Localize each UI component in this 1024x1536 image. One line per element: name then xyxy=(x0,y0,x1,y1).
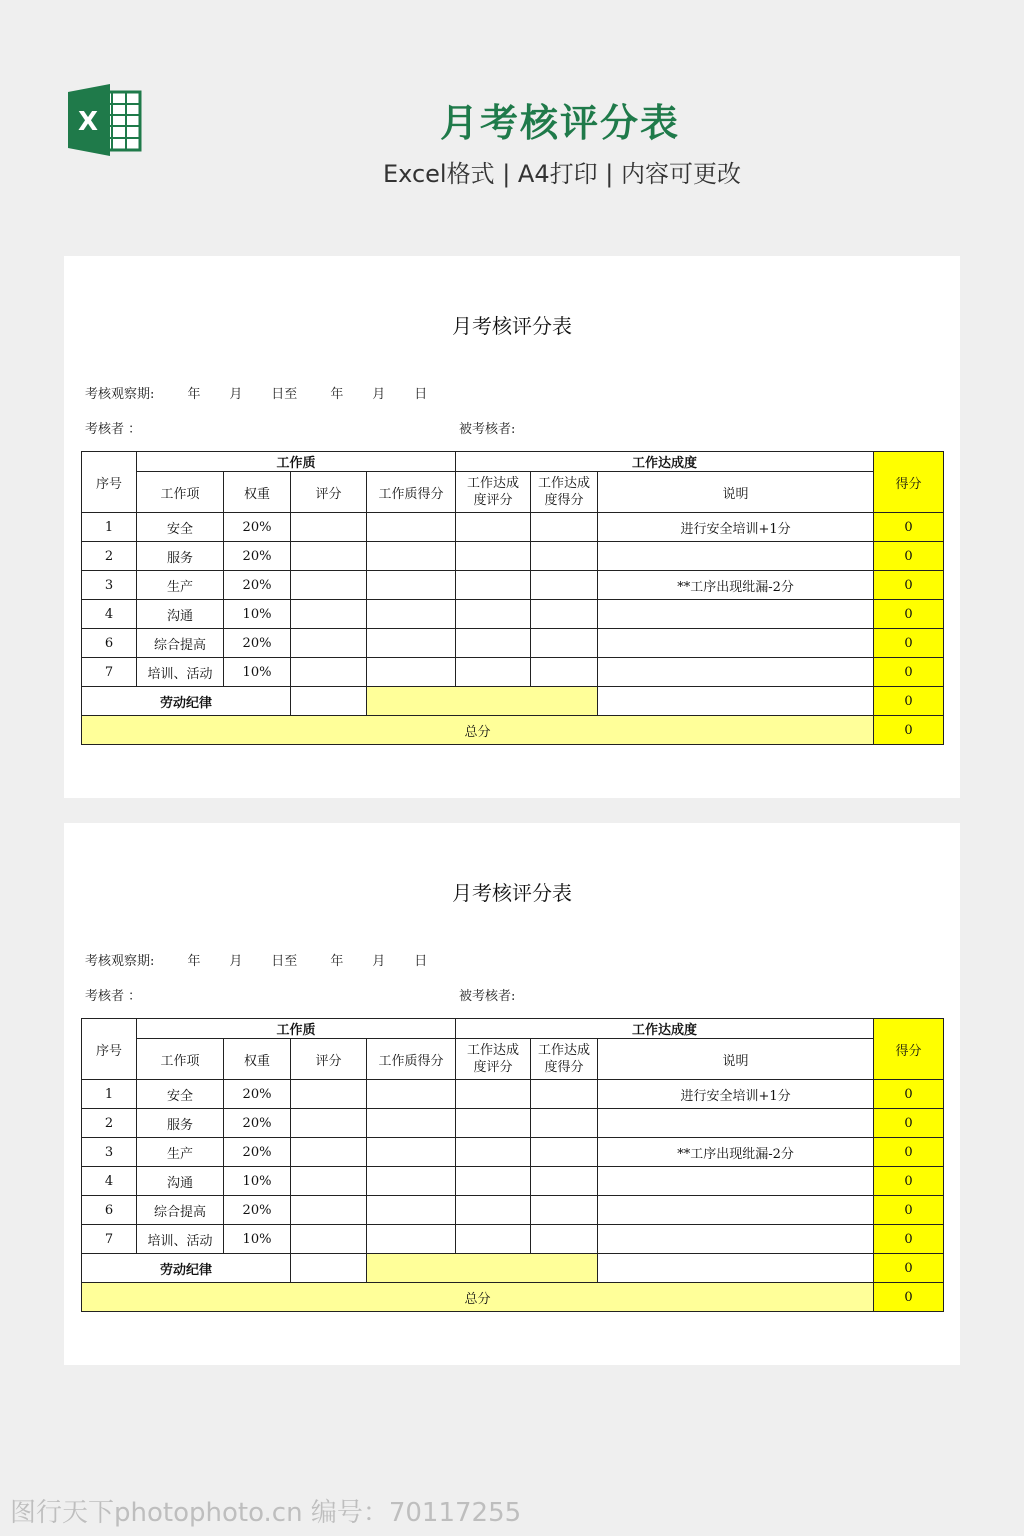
cell-weight: 10% xyxy=(224,1225,291,1254)
cell-weight: 20% xyxy=(224,513,291,542)
cell-note xyxy=(598,1109,874,1138)
cell-index: 2 xyxy=(82,1109,137,1138)
cell-note xyxy=(598,1167,874,1196)
cell-note: **工序出现纰漏-2分 xyxy=(598,571,874,600)
cell-item: 生产 xyxy=(137,1138,224,1167)
cell-achieve-score[interactable] xyxy=(531,513,598,542)
cell-item: 培训、活动 xyxy=(137,658,224,687)
assessor-label: 考核者 ： xyxy=(85,422,142,437)
assessor-label: 考核者 ： xyxy=(85,989,142,1004)
cell-score: 0 xyxy=(874,1080,944,1109)
cell-note xyxy=(598,1196,874,1225)
watermark: 图行天下photophoto.cn 编号：70117255 xyxy=(10,1498,522,1528)
discipline-score: 0 xyxy=(874,1254,944,1283)
cell-rating[interactable] xyxy=(291,629,367,658)
cell-item: 综合提高 xyxy=(137,1196,224,1225)
cell-achieve-score[interactable] xyxy=(531,1080,598,1109)
col-score-header: 得分 xyxy=(874,452,944,513)
cell-score: 0 xyxy=(874,1167,944,1196)
sub-note-header: 说明 xyxy=(598,472,874,513)
cell-rating[interactable] xyxy=(291,1109,367,1138)
table-row xyxy=(82,571,944,600)
total-row xyxy=(82,1283,944,1312)
cell-achieve-score[interactable] xyxy=(531,600,598,629)
sheet-title: 月考核评分表 xyxy=(452,314,572,338)
cell-score: 0 xyxy=(874,1196,944,1225)
cell-item: 服务 xyxy=(137,1109,224,1138)
cell-achieve-rating[interactable] xyxy=(456,571,531,600)
cell-index: 1 xyxy=(82,513,137,542)
cell-note xyxy=(598,542,874,571)
cell-item: 培训、活动 xyxy=(137,1225,224,1254)
period-label: 考核观察期: 年 月 日至 年 月 日 xyxy=(85,954,428,969)
cell-achieve-rating[interactable] xyxy=(456,600,531,629)
total-label: 总分 xyxy=(82,716,874,745)
cell-achieve-score[interactable] xyxy=(531,1138,598,1167)
group-quality-header: 工作质 xyxy=(137,1019,456,1039)
cell-item: 综合提高 xyxy=(137,629,224,658)
cell-index: 7 xyxy=(82,1225,137,1254)
cell-rating[interactable] xyxy=(291,1138,367,1167)
cell-item: 安全 xyxy=(137,513,224,542)
cell-discipline-note[interactable] xyxy=(598,687,874,716)
table-row xyxy=(82,1109,944,1138)
cell-note xyxy=(598,600,874,629)
discipline-label: 劳动纪律 xyxy=(82,687,291,716)
table-row xyxy=(82,542,944,571)
cell-weight: 10% xyxy=(224,1167,291,1196)
cell-rating[interactable] xyxy=(291,571,367,600)
cell-rating[interactable] xyxy=(291,1080,367,1109)
cell-score: 0 xyxy=(874,571,944,600)
svg-text:X: X xyxy=(77,107,99,137)
cell-score: 0 xyxy=(874,658,944,687)
cell-score: 0 xyxy=(874,600,944,629)
cell-rating[interactable] xyxy=(291,513,367,542)
table-row xyxy=(82,629,944,658)
sub-achieve-score-header: 工作达成 度得分 xyxy=(531,472,598,513)
cell-weight: 20% xyxy=(224,1109,291,1138)
cell-achieve-score[interactable] xyxy=(531,571,598,600)
group-quality-header: 工作质 xyxy=(137,452,456,472)
sub-achieve-score-header: 工作达成 度得分 xyxy=(531,1039,598,1080)
cell-rating[interactable] xyxy=(291,1167,367,1196)
group-achievement-header: 工作达成度 xyxy=(456,452,874,472)
cell-achieve-score[interactable] xyxy=(531,1225,598,1254)
cell-achieve-score[interactable] xyxy=(531,1196,598,1225)
sub-rating-header: 评分 xyxy=(291,1039,367,1080)
assessee-label: 被考核者: xyxy=(459,989,516,1004)
cell-item: 沟通 xyxy=(137,1167,224,1196)
table-row xyxy=(82,1138,944,1167)
cell-discipline-rating[interactable] xyxy=(291,1254,367,1283)
cell-quality-score[interactable] xyxy=(367,1167,456,1196)
cell-weight: 20% xyxy=(224,1196,291,1225)
cell-achieve-score[interactable] xyxy=(531,1109,598,1138)
cell-index: 4 xyxy=(82,1167,137,1196)
col-score-header: 得分 xyxy=(874,1019,944,1080)
cell-achieve-rating[interactable] xyxy=(456,1138,531,1167)
sheet-preview-1 xyxy=(64,256,960,798)
cell-weight: 20% xyxy=(224,571,291,600)
cell-quality-score[interactable] xyxy=(367,542,456,571)
cell-score: 0 xyxy=(874,513,944,542)
cell-discipline-rating[interactable] xyxy=(291,687,367,716)
cell-quality-score[interactable] xyxy=(367,1138,456,1167)
cell-quality-score[interactable] xyxy=(367,1109,456,1138)
cell-weight: 10% xyxy=(224,658,291,687)
score-table xyxy=(81,451,944,745)
cell-note: 进行安全培训+1分 xyxy=(598,513,874,542)
cell-achieve-rating[interactable] xyxy=(456,513,531,542)
sub-rating-header: 评分 xyxy=(291,472,367,513)
cell-achieve-score[interactable] xyxy=(531,629,598,658)
table-row xyxy=(82,658,944,687)
cell-index: 3 xyxy=(82,1138,137,1167)
cell-index: 6 xyxy=(82,629,137,658)
cell-achieve-rating[interactable] xyxy=(456,629,531,658)
total-score: 0 xyxy=(874,716,944,745)
total-label: 总分 xyxy=(82,1283,874,1312)
cell-note xyxy=(598,1225,874,1254)
cell-index: 4 xyxy=(82,600,137,629)
cell-rating[interactable] xyxy=(291,1196,367,1225)
cell-note: 进行安全培训+1分 xyxy=(598,1080,874,1109)
cell-achieve-score[interactable] xyxy=(531,658,598,687)
cell-item: 沟通 xyxy=(137,600,224,629)
score-table xyxy=(81,1018,944,1312)
cell-index: 6 xyxy=(82,1196,137,1225)
page-subtitle: Excel格式 | A4打印 | 内容可更改 xyxy=(383,160,741,188)
cell-quality-score[interactable] xyxy=(367,1080,456,1109)
cell-rating[interactable] xyxy=(291,542,367,571)
cell-discipline-note[interactable] xyxy=(598,1254,874,1283)
cell-index: 7 xyxy=(82,658,137,687)
cell-index: 2 xyxy=(82,542,137,571)
cell-score: 0 xyxy=(874,629,944,658)
cell-score: 0 xyxy=(874,1225,944,1254)
cell-discipline-merged xyxy=(367,1254,598,1283)
cell-weight: 10% xyxy=(224,600,291,629)
cell-achieve-score[interactable] xyxy=(531,1167,598,1196)
cell-item: 生产 xyxy=(137,571,224,600)
cell-score: 0 xyxy=(874,542,944,571)
sheet-preview-2 xyxy=(64,823,960,1365)
cell-quality-score[interactable] xyxy=(367,571,456,600)
cell-achieve-rating[interactable] xyxy=(456,658,531,687)
cell-index: 1 xyxy=(82,1080,137,1109)
cell-discipline-merged xyxy=(367,687,598,716)
discipline-score: 0 xyxy=(874,687,944,716)
sub-weight-header: 权重 xyxy=(224,472,291,513)
sub-note-header: 说明 xyxy=(598,1039,874,1080)
sub-item-header: 工作项 xyxy=(137,472,224,513)
page-title: 月考核评分表 xyxy=(439,101,680,145)
cell-achieve-rating[interactable] xyxy=(456,1225,531,1254)
cell-item: 服务 xyxy=(137,542,224,571)
cell-achieve-rating[interactable] xyxy=(456,1196,531,1225)
total-row xyxy=(82,716,944,745)
discipline-label: 劳动纪律 xyxy=(82,1254,291,1283)
cell-item: 安全 xyxy=(137,1080,224,1109)
cell-index: 3 xyxy=(82,571,137,600)
col-index-header: 序号 xyxy=(82,1019,137,1080)
period-label: 考核观察期: 年 月 日至 年 月 日 xyxy=(85,387,428,402)
sub-achieve-rating-header: 工作达成 度评分 xyxy=(456,472,531,513)
cell-achieve-rating[interactable] xyxy=(456,1167,531,1196)
sub-achieve-rating-header: 工作达成 度评分 xyxy=(456,1039,531,1080)
cell-score: 0 xyxy=(874,1138,944,1167)
cell-quality-score[interactable] xyxy=(367,513,456,542)
cell-quality-score[interactable] xyxy=(367,658,456,687)
assessee-label: 被考核者: xyxy=(459,422,516,437)
cell-weight: 20% xyxy=(224,1080,291,1109)
cell-quality-score[interactable] xyxy=(367,1225,456,1254)
table-row xyxy=(82,1196,944,1225)
col-index-header: 序号 xyxy=(82,452,137,513)
cell-note xyxy=(598,658,874,687)
sub-quality-score-header: 工作质得分 xyxy=(367,1039,456,1080)
group-achievement-header: 工作达成度 xyxy=(456,1019,874,1039)
cell-quality-score[interactable] xyxy=(367,629,456,658)
table-row xyxy=(82,513,944,542)
sub-weight-header: 权重 xyxy=(224,1039,291,1080)
cell-quality-score[interactable] xyxy=(367,1196,456,1225)
cell-achieve-rating[interactable] xyxy=(456,1109,531,1138)
cell-note: **工序出现纰漏-2分 xyxy=(598,1138,874,1167)
cell-achieve-rating[interactable] xyxy=(456,1080,531,1109)
cell-note xyxy=(598,629,874,658)
cell-weight: 20% xyxy=(224,1138,291,1167)
cell-rating[interactable] xyxy=(291,600,367,629)
cell-rating[interactable] xyxy=(291,658,367,687)
discipline-row xyxy=(82,687,944,716)
sub-quality-score-header: 工作质得分 xyxy=(367,472,456,513)
cell-weight: 20% xyxy=(224,542,291,571)
cell-rating[interactable] xyxy=(291,1225,367,1254)
table-row xyxy=(82,600,944,629)
table-row xyxy=(82,1080,944,1109)
cell-quality-score[interactable] xyxy=(367,600,456,629)
table-row xyxy=(82,1225,944,1254)
discipline-row xyxy=(82,1254,944,1283)
cell-weight: 20% xyxy=(224,629,291,658)
cell-achieve-score[interactable] xyxy=(531,542,598,571)
cell-achieve-rating[interactable] xyxy=(456,542,531,571)
sheet-title: 月考核评分表 xyxy=(452,881,572,905)
sub-item-header: 工作项 xyxy=(137,1039,224,1080)
total-score: 0 xyxy=(874,1283,944,1312)
cell-score: 0 xyxy=(874,1109,944,1138)
table-row xyxy=(82,1167,944,1196)
